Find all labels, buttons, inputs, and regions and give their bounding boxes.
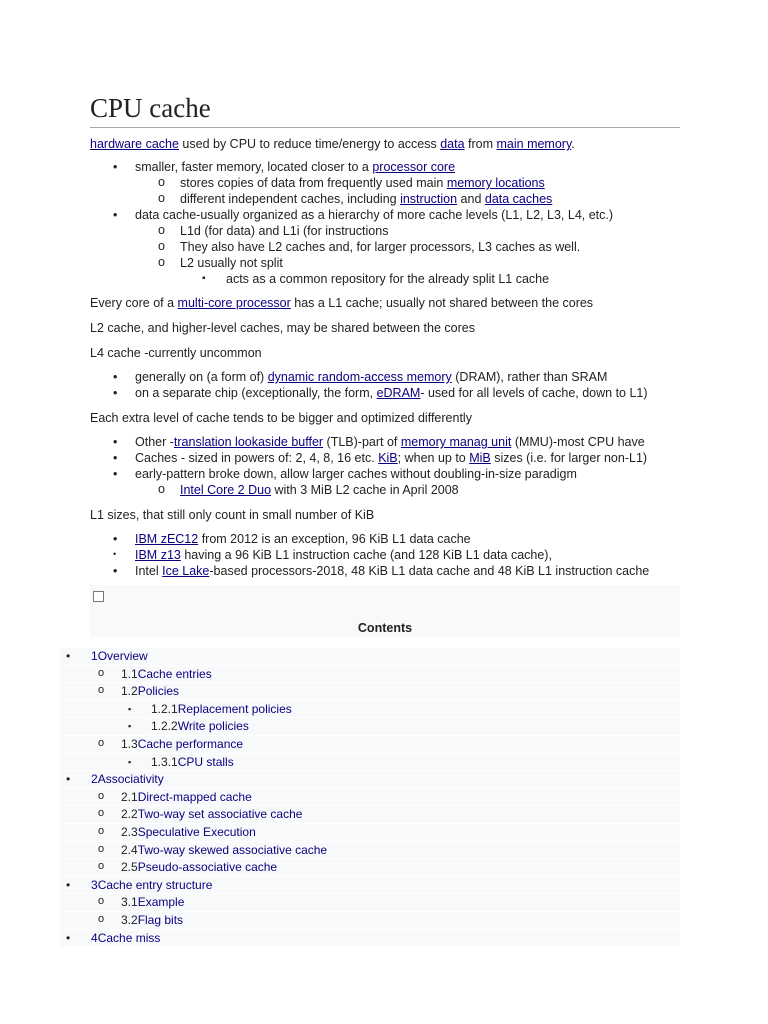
toc-item-label[interactable]: Overview <box>97 649 148 663</box>
overview-list <box>90 159 680 287</box>
toc-item-number: 2.3 <box>121 824 138 839</box>
toc-item[interactable] <box>60 930 680 948</box>
link-processor-core[interactable]: processor core <box>372 160 456 174</box>
toc-item[interactable] <box>60 806 680 824</box>
link-tlb[interactable]: translation lookaside buffer <box>173 435 324 449</box>
toc-item[interactable] <box>60 736 680 754</box>
link-mmu[interactable]: memory manag unit <box>400 435 512 449</box>
toc-item[interactable] <box>60 859 680 877</box>
list-text: on a separate chip (exceptionally, the form, <box>135 386 377 400</box>
checkbox-icon[interactable] <box>93 591 104 602</box>
list-item <box>90 223 680 239</box>
toc-item-number: 2.1 <box>121 789 138 804</box>
list-item <box>90 369 680 385</box>
paragraph-l1-sizes: L1 sizes, that still only count in small number of KiB <box>90 508 375 522</box>
toc-title: Contents <box>357 621 413 635</box>
list-text: (MMU)-most CPU have <box>511 435 645 449</box>
toc-item-label[interactable]: Two-way set associative cache <box>137 807 303 822</box>
link-mib[interactable]: MiB <box>469 451 491 465</box>
toc-item-number: 1 <box>91 649 98 663</box>
list-item <box>90 175 680 191</box>
toc-item-label[interactable]: Cache entry structure <box>97 877 213 892</box>
link-intel-core-2-duo[interactable]: Intel Core 2 Duo <box>180 483 272 497</box>
list-text: data cache-usually organized as a hierarchy of more cache levels (L1, L2, L3, L4, etc.) <box>135 208 614 222</box>
toc-item-label[interactable]: Cache miss <box>97 930 161 945</box>
list-item <box>90 547 680 563</box>
toc-item[interactable] <box>60 666 680 684</box>
paragraph-multicore <box>90 295 680 311</box>
toc-item-number: 2.2 <box>121 807 138 822</box>
toc-item[interactable] <box>60 771 680 789</box>
toc-item-label[interactable]: Direct-mapped cache <box>137 789 252 804</box>
toc-item-label[interactable]: Example <box>137 895 185 910</box>
toc-item-number: 1.1 <box>121 666 138 681</box>
toc-item[interactable] <box>60 789 680 807</box>
link-multi-core-processor[interactable]: multi-core processor <box>177 296 291 310</box>
toc-item-label[interactable]: Replacement policies <box>177 701 292 716</box>
link-ibm-zec12[interactable]: IBM zEC12 <box>135 532 199 546</box>
toc-item-label[interactable]: Cache entries <box>137 666 212 681</box>
paragraph-l4: L4 cache -currently uncommon <box>90 346 262 360</box>
toc-item-number: 1.3.1 <box>151 754 178 769</box>
list-item <box>90 450 680 466</box>
list-text: L1d (for data) and L1i (for instructions <box>180 224 389 238</box>
list-text: and <box>457 192 485 206</box>
list-text: L2 usually not split <box>180 256 283 270</box>
link-hardware-cache[interactable]: hardware cache <box>90 137 179 151</box>
list-item <box>90 466 680 482</box>
toc-item-number: 3.2 <box>121 912 138 927</box>
para-text: Every core of a <box>90 296 178 310</box>
toc-item-label[interactable]: Two-way skewed associative cache <box>137 842 328 857</box>
intro-text-1: used by CPU to reduce time/energy to access <box>178 137 441 151</box>
toc-item-number: 1.3 <box>121 736 138 751</box>
toc-item-label[interactable]: Associativity <box>97 772 164 787</box>
list-item <box>90 563 680 579</box>
paragraph-extra-level: Each extra level of cache tends to be bigger and optimized differently <box>90 411 472 425</box>
list-text: Intel <box>135 564 163 578</box>
tlb-list <box>90 434 680 498</box>
list-item <box>90 207 680 223</box>
list-text: with 3 MiB L2 cache in April 2008 <box>271 483 459 497</box>
toc-item-label[interactable]: CPU stalls <box>177 754 234 769</box>
paragraph-l2: L2 cache, and higher-level caches, may be shared between the cores <box>90 321 475 335</box>
link-kib[interactable]: KiB <box>378 451 398 465</box>
toc-item[interactable] <box>60 877 680 895</box>
list-text: sizes (i.e. for larger non-L1) <box>490 451 648 465</box>
list-item <box>90 239 680 255</box>
toc-item-number: 2.5 <box>121 860 138 875</box>
list-text: having a 96 KiB L1 instruction cache (and 128 KiB L1 data cache), <box>180 548 552 562</box>
list-item <box>90 271 680 287</box>
toc-item-label[interactable]: Cache performance <box>137 736 244 751</box>
toc-item[interactable] <box>60 912 680 930</box>
toc-item-number: 3 <box>91 877 98 892</box>
l4-list <box>90 369 680 401</box>
l1-sizes-list <box>90 531 680 579</box>
list-text: Caches - sized in powers of: 2, 4, 8, 16 etc. <box>135 451 379 465</box>
link-edram[interactable]: eDRAM <box>376 386 421 400</box>
link-ice-lake[interactable]: Ice Lake <box>162 564 210 578</box>
list-item <box>90 255 680 271</box>
list-text: early-pattern broke down, allow larger caches without doubling-in-size paradigm <box>135 467 577 481</box>
list-text: Other - <box>135 435 174 449</box>
table-of-contents <box>60 648 680 947</box>
toc-item[interactable] <box>60 718 680 736</box>
list-text: ; when up to <box>397 451 470 465</box>
list-text: different independent caches, including <box>180 192 401 206</box>
toc-item-number: 2 <box>91 772 98 787</box>
toc-item-label[interactable]: Policies <box>137 684 180 699</box>
page-title: CPU cache <box>90 92 680 128</box>
toc-item[interactable] <box>60 648 680 666</box>
toc-item-number: 4 <box>91 930 98 945</box>
toc-item-label[interactable]: Pseudo-associative cache <box>137 860 278 875</box>
toc-item-label[interactable]: Write policies <box>177 719 249 734</box>
link-ibm-z13[interactable]: IBM z13 <box>135 548 181 562</box>
list-item <box>90 434 680 450</box>
list-item <box>90 385 680 401</box>
list-item <box>90 482 680 498</box>
toc-item[interactable] <box>60 754 680 772</box>
list-text: -based processors-2018, 48 KiB L1 data cache and 48 KiB L1 instruction cache <box>209 564 650 578</box>
toc-item[interactable] <box>60 824 680 842</box>
toc-item-number: 2.4 <box>121 842 138 857</box>
toc-item-label[interactable]: Flag bits <box>137 912 184 927</box>
list-item <box>90 191 680 207</box>
list-text: They also have L2 caches and, for larger processors, L3 caches as well. <box>180 240 581 254</box>
intro-text-2: from <box>464 137 497 151</box>
list-text: (TLB)-part of <box>323 435 401 449</box>
toc-item-label[interactable]: Speculative Execution <box>137 824 256 839</box>
link-instruction[interactable]: instruction <box>400 192 458 206</box>
list-item <box>90 531 680 547</box>
toc-header <box>90 585 680 637</box>
toc-item-number: 3.1 <box>121 895 138 910</box>
article <box>90 92 680 637</box>
list-text: smaller, faster memory, located closer to a <box>135 160 373 174</box>
list-text: (DRAM), rather than SRAM <box>451 370 608 384</box>
toc-item-number: 1.2 <box>121 684 138 699</box>
toc-item[interactable] <box>60 842 680 860</box>
link-data[interactable]: data <box>440 137 465 151</box>
link-data-caches[interactable]: data caches <box>484 192 553 206</box>
para-text: has a L1 cache; usually not shared between the cores <box>290 296 594 310</box>
toc-item[interactable] <box>60 894 680 912</box>
list-text: acts as a common repository for the already split L1 cache <box>226 272 550 286</box>
toc-item-number: 1.2.2 <box>151 719 178 734</box>
toc-item-number: 1.2.1 <box>151 701 178 716</box>
toc-item[interactable] <box>60 683 680 701</box>
intro-paragraph <box>90 136 680 152</box>
list-text: - used for all levels of cache, down to L1) <box>420 386 648 400</box>
link-dram[interactable]: dynamic random-access memory <box>267 370 452 384</box>
toc-item[interactable] <box>60 701 680 719</box>
list-text: generally on (a form of) <box>135 370 268 384</box>
link-memory-locations[interactable]: memory locations <box>446 176 545 190</box>
link-main-memory[interactable]: main memory <box>496 137 572 151</box>
list-item <box>90 159 680 175</box>
list-text: from 2012 is an exception, 96 KiB L1 data cache <box>198 532 471 546</box>
list-text: stores copies of data from frequently used main <box>180 176 447 190</box>
intro-text-3: . <box>571 137 575 151</box>
